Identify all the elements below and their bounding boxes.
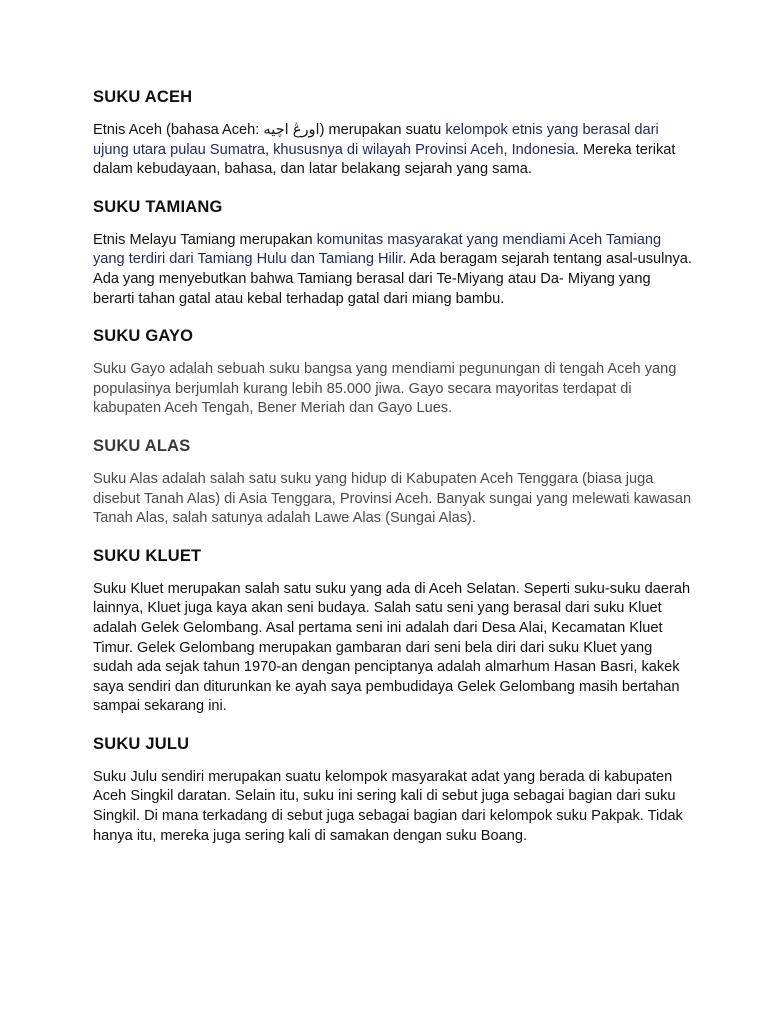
section-heading: SUKU ACEH [93,88,193,106]
hyperlink-text[interactable]: komunitas masyarakat yang mendiami Aceh Tamiang yang terdiri dari Tamiang Hulu dan Tamiang Hilir [93,231,662,268]
section-suku-alas [93,435,693,529]
document-page [93,86,693,846]
section-paragraph [93,231,693,309]
section-suku-tamiang [93,196,693,309]
section-paragraph: Suku Julu sendiri merupakan suatu kelompok masyarakat adat yang berada di kabupaten Aceh Singkil daratan. Selain itu, suku ini sering kali di sebut juga sebagai bagian dari suku Singkil. Di mana terkadang di sebut juga sebagai bagian dari kelompok suku Pakpak. Tidak hanya itu, mereka juga sering kali di samakan dengan suku Boang. [93,768,683,844]
section-heading: SUKU GAYO [93,327,194,346]
section-heading: SUKU TAMIANG [93,197,223,216]
section-paragraph: Suku Alas adalah salah satu suku yang hidup di Kabupaten Aceh Tenggara (biasa juga disebut Tanah Alas) di Asia Tenggara, Provinsi Aceh. Banyak sungai yang melewati kawasan Tanah Alas, salah satunya adalah Lawe Alas (Sungai Alas). [93,470,692,527]
section-paragraph [93,121,693,180]
section-heading: SUKU KLUET [93,546,202,565]
text-run: . Ada beragam sejarah tentang asal-usulnya. Ada yang menyebutkan bahwa Tamiang berasal dari Te-Miyang atau Da- Miyang yang berarti tahan gatal atau kebal terhadap gatal dari miang bambu. [93,251,692,307]
hyperlink-text[interactable]: kelompok etnis yang berasal dari ujung utara pulau Sumatra, khususnya di wilayah Provinsi Aceh, Indonesia [93,122,659,158]
text-run: ) merupakan suatu [319,122,446,138]
text-run: Etnis Melayu Tamiang merupakan [93,231,317,248]
text-run: . Mereka terikat dalam kebudayaan, bahasa, dan latar belakang sejarah yang sama. [93,141,676,178]
section-paragraph: Suku Gayo adalah sebuah suku bangsa yang mendiami pegunungan di tengah Aceh yang populasinya berjumlah kurang lebih 85.000 jiwa. Gayo secara mayoritas terdapat di kabupaten Aceh Tengah, Bener Meriah dan Gayo Lues. [93,361,677,417]
text-run: Etnis Aceh (bahasa Aceh: [93,122,264,138]
section-paragraph: Suku Kluet merupakan salah satu suku yang ada di Aceh Selatan. Seperti suku-suku daerah lainnya, Kluet juga kaya akan seni budaya. Salah satu seni yang berasal dari suku Kluet adalah Gelek Gelombang. Asal pertama seni ini adalah dari Desa Alai, Kecamatan Kluet Timur. Gelek Gelombang merupakan gambaran dari seni bela diri dari suku Kluet yang sudah ada sejak tahun 1970-an dengan penciptanya adalah almarhum Hasan Basri, kakek saya sendiri dan diturunkan ke ayah saya pembudidaya Gelek Gelombang masih bertahan sampai sekarang ini. [93,580,691,715]
arabic-text: اورڠ اچيه [263,122,320,138]
section-heading: SUKU ALAS [93,436,191,455]
section-suku-aceh [93,86,693,180]
section-heading: SUKU JULU [93,734,190,753]
section-suku-kluet [93,545,693,717]
section-suku-julu [93,733,693,846]
section-suku-gayo [93,325,693,419]
